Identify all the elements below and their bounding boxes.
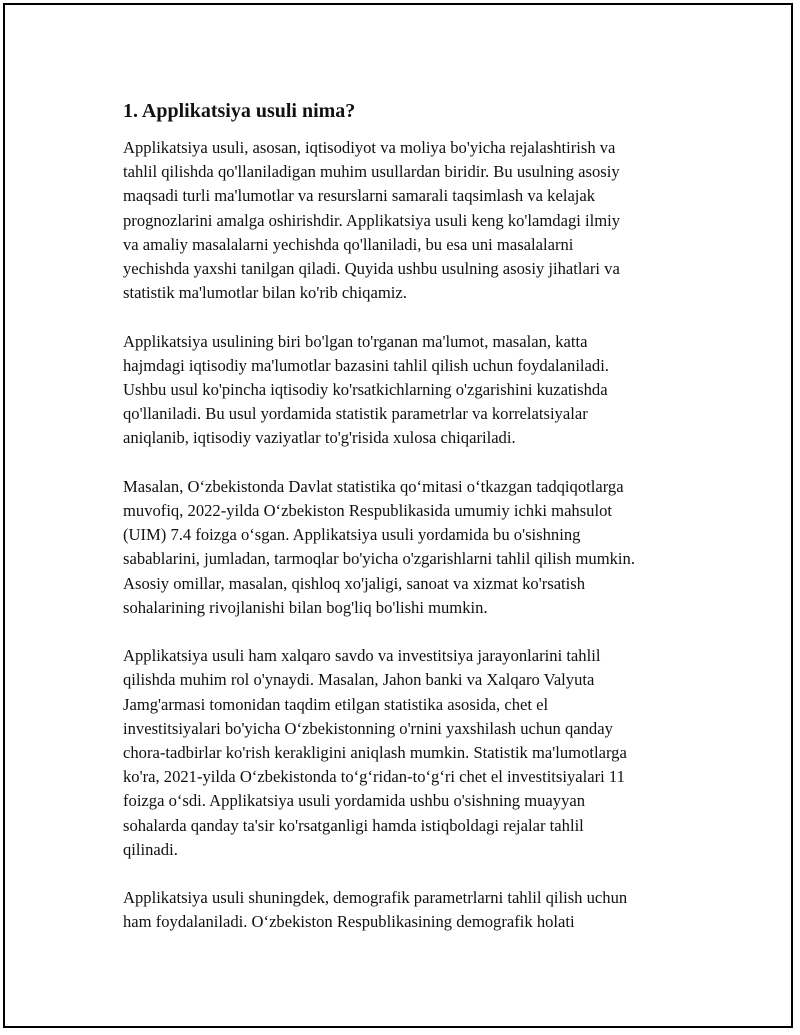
text-line: Asosiy omillar, masalan, qishloq xo'jaligi, sanoat va xizmat ko'rsatish [123, 573, 586, 593]
text-line: tahlil qilishda qo'llaniladigan muhim usullardan biridir. Bu usulning asosiy [123, 162, 620, 182]
document-body [123, 98, 703, 959]
text-line: hajmdagi iqtisodiy ma'lumotlar bazasini tahlil qilish uchun foydalaniladi. [123, 355, 609, 375]
text-line: prognozlarini amalga oshirishdir. Applikatsiya usuli keng ko'lamdagi ilmiy [123, 210, 621, 230]
paragraph-5 [123, 886, 703, 934]
text-line: Applikatsiya usuli ham xalqaro savdo va investitsiya jarayonlarini tahlil [123, 646, 601, 666]
text-line: sabablarini, jumladan, tarmoqlar bo'yicha o'zgarishlarni tahlil qilish mumkin. [123, 549, 635, 569]
text-line: ko'ra, 2021-yilda O‘zbekistonda to‘g‘ridan-to‘g‘ri chet el investitsiyalari 11 [123, 767, 625, 787]
paragraph-3 [123, 475, 703, 620]
text-line: (UIM) 7.4 foizga o‘sgan. Applikatsiya usuli yordamida bu o'sishning [123, 525, 581, 545]
text-line: Applikatsiya usuli shuningdek, demografik parametrlarni tahlil qilish uchun [123, 888, 628, 908]
text-line: maqsadi turli ma'lumotlar va resurslarni samarali taqsimlash va kelajak [123, 186, 596, 206]
text-line: qilishda muhim rol o'ynaydi. Masalan, Jahon banki va Xalqaro Valyuta [123, 670, 595, 690]
paragraph-1 [123, 136, 703, 305]
text-line: sohalarda qanday ta'sir ko'rsatganligi hamda istiqboldagi rejalar tahlil [123, 815, 584, 835]
text-line: Jamg'armasi tomonidan taqdim etilgan statistika asosida, chet el [123, 694, 549, 714]
text-line: foizga o‘sdi. Applikatsiya usuli yordamida ushbu o'sishning muayyan [123, 791, 586, 811]
text-line: chora-tadbirlar ko'rish kerakligini aniqlash mumkin. Statistik ma'lumotlarga [123, 743, 627, 763]
text-line: Applikatsiya usuli, asosan, iqtisodiyot va moliya bo'yicha rejalashtirish va [123, 138, 616, 157]
text-line: Applikatsiya usulining biri bo'lgan to'rganan ma'lumot, masalan, katta [123, 331, 588, 351]
paragraph-2 [123, 330, 703, 451]
text-line: va amaliy masalalarni yechishda qo'llaniladi, bu esa uni masalalarni [123, 234, 574, 254]
paragraph-4 [123, 644, 703, 862]
text-line: Ushbu usul ko'pincha iqtisodiy ko'rsatkichlarning o'zgarishini kuzatishda [123, 380, 608, 400]
text-line: sohalarining rivojlanishi bilan bog'liq bo'lishi mumkin. [123, 597, 488, 617]
text-line: yechishda yaxshi tanilgan qiladi. Quyida ushbu usulning asosiy jihatlari va [123, 259, 620, 279]
text-line: aniqlanib, iqtisodiy vaziyatlar to'g'risida xulosa chiqariladi. [123, 428, 516, 448]
section-heading: 1. Applikatsiya usuli nima? [123, 100, 356, 122]
page-frame [3, 3, 793, 1028]
text-line: muvofiq, 2022-yilda O‘zbekiston Respublikasida umumiy ichki mahsulot [123, 501, 612, 521]
text-line: investitsiyalari bo'yicha O‘zbekistonning o'rnini yaxshilash uchun qanday [123, 718, 613, 738]
text-line: ham foydalaniladi. O‘zbekiston Respublikasining demografik holati [123, 912, 575, 932]
text-line: statistik ma'lumotlar bilan ko'rib chiqamiz. [123, 283, 407, 303]
text-line: qo'llaniladi. Bu usul yordamida statistik parametrlar va korrelatsiyalar [123, 404, 588, 424]
text-line: Masalan, O‘zbekistonda Davlat statistika qo‘mitasi o‘tkazgan tadqiqotlarga [123, 476, 624, 496]
text-line: qilinadi. [123, 839, 178, 859]
